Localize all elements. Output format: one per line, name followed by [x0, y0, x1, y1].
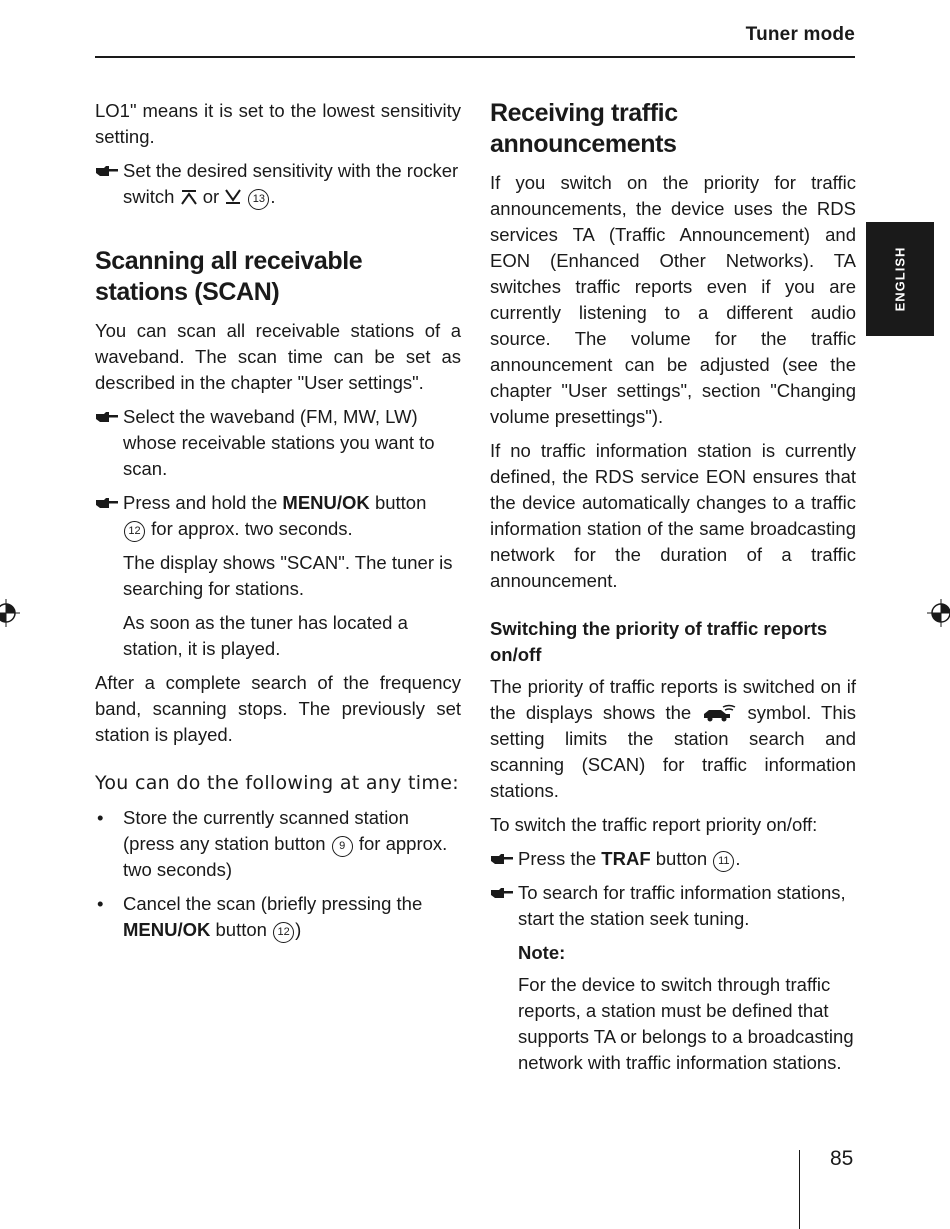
step-text: Press the — [518, 848, 597, 869]
section-heading-traffic: Receiving traffic announcements — [490, 99, 678, 158]
registration-mark-icon — [927, 599, 950, 627]
pointing-hand-icon — [490, 886, 514, 900]
instruction-step — [95, 490, 461, 542]
pointing-hand-icon — [95, 410, 119, 424]
registration-mark-icon — [0, 599, 20, 627]
rocker-down-icon — [224, 189, 242, 205]
page-header-title: Tuner mode — [745, 24, 855, 45]
list-item-text: button — [215, 919, 267, 940]
section-heading-scan: Scanning all receivable stations (SCAN) — [95, 247, 363, 306]
page-number: 85 — [830, 1147, 854, 1170]
reference-number: 12 — [124, 521, 145, 542]
step-text-or: or — [202, 186, 220, 207]
paragraph-text: The priority of traffic reports is switched on if the displays shows the — [490, 676, 856, 723]
eon-paragraph: If no traffic information station is currently defined, the RDS service EON ensures that the device automatically changes to a traffic information station of the same broadcasting network for the duration of a traffic announcement. — [490, 440, 856, 591]
language-tab — [866, 222, 934, 336]
reference-number: 12 — [273, 922, 294, 943]
step-text: button — [374, 492, 427, 513]
note-text: For the device to switch through traffic reports, a station must be defined that supports TA or belongs to a broadcasting network with traffic information stations. — [518, 974, 854, 1073]
instruction-step — [95, 404, 461, 482]
pointing-hand-icon — [490, 852, 514, 866]
bullet-dot: • — [97, 807, 104, 828]
header-rule — [95, 56, 855, 58]
instruction-step: Set the desired sensitivity with the rocker switch or 13 . — [95, 158, 461, 210]
reference-number: 13 — [248, 189, 269, 210]
step-text: for approx. two seconds. — [151, 518, 353, 539]
result-text: The display shows "SCAN". The tuner is searching for stations. — [123, 552, 453, 599]
button-name: MENU/OK — [123, 919, 211, 940]
scan-paragraph: You can scan all receivable stations of a waveband. The scan time can be set as described in the chapter "User settings". — [95, 320, 461, 393]
step-text: button — [655, 848, 708, 869]
rocker-up-icon — [180, 189, 198, 205]
left-column — [95, 98, 461, 951]
after-paragraph: After a complete search of the frequency band, scanning stops. The previously set station is played. — [95, 672, 461, 745]
button-name: TRAF — [601, 848, 651, 869]
bullet-dot: • — [97, 893, 104, 914]
step-text: . — [735, 848, 741, 869]
note-box — [490, 940, 856, 1076]
list-item-text: for approx. two seconds) — [123, 833, 448, 880]
reference-number: 9 — [332, 836, 353, 857]
page-number-rule — [799, 1150, 800, 1229]
traffic-car-icon — [701, 704, 737, 722]
result-text: As soon as the tuner has located a station, it is played. — [123, 612, 408, 659]
switch-intro: To switch the traffic report priority on/off: — [490, 814, 818, 835]
step-text: Select the waveband (FM, MW, LW) whose receivable stations you want to scan. — [123, 406, 435, 479]
instruction-step — [490, 880, 856, 932]
step-text: Press and hold the — [123, 492, 278, 513]
list-item-text: ) — [295, 919, 302, 940]
button-name: MENU/OK — [282, 492, 370, 513]
language-tab-label: ENGLISH — [892, 246, 908, 312]
subheading-priority: Switching the priority of traffic reports on/off — [490, 618, 828, 665]
list-item — [95, 805, 461, 883]
instruction-step — [490, 846, 856, 872]
pointing-hand-icon — [95, 164, 119, 178]
any-time-heading: You can do the following at any time: — [95, 772, 459, 794]
reference-number: 11 — [713, 851, 734, 872]
list-item-text: Store the currently scanned station (press any station button — [123, 807, 409, 854]
intro-paragraph: LO1" means it is set to the lowest sensitivity setting. — [95, 100, 461, 147]
step-text: Set the desired sensitivity with the rocker switch — [123, 160, 459, 207]
priority-paragraph — [490, 674, 856, 804]
traffic-paragraph: If you switch on the priority for traffic announcements, the device uses the RDS services TA (Traffic Announcement) and EON (Enhanced Other Networks). TA switches traffic reports even if you are currently listening to a different audio source. The volume for the traffic announcement can be adjusted (see the chapter "User settings", section "Changing volume presettings"). — [490, 172, 856, 427]
pointing-hand-icon — [95, 496, 119, 510]
step-text: To search for traffic information stations, start the station seek tuning. — [518, 882, 846, 929]
list-item-text: Cancel the scan (briefly pressing the — [123, 893, 423, 914]
right-column — [490, 98, 856, 1076]
note-title: Note: — [518, 942, 566, 963]
paragraph-text: symbol. This setting limits the station search and scanning (SCAN) for traffic information stations. — [490, 702, 856, 801]
list-item — [95, 891, 461, 943]
